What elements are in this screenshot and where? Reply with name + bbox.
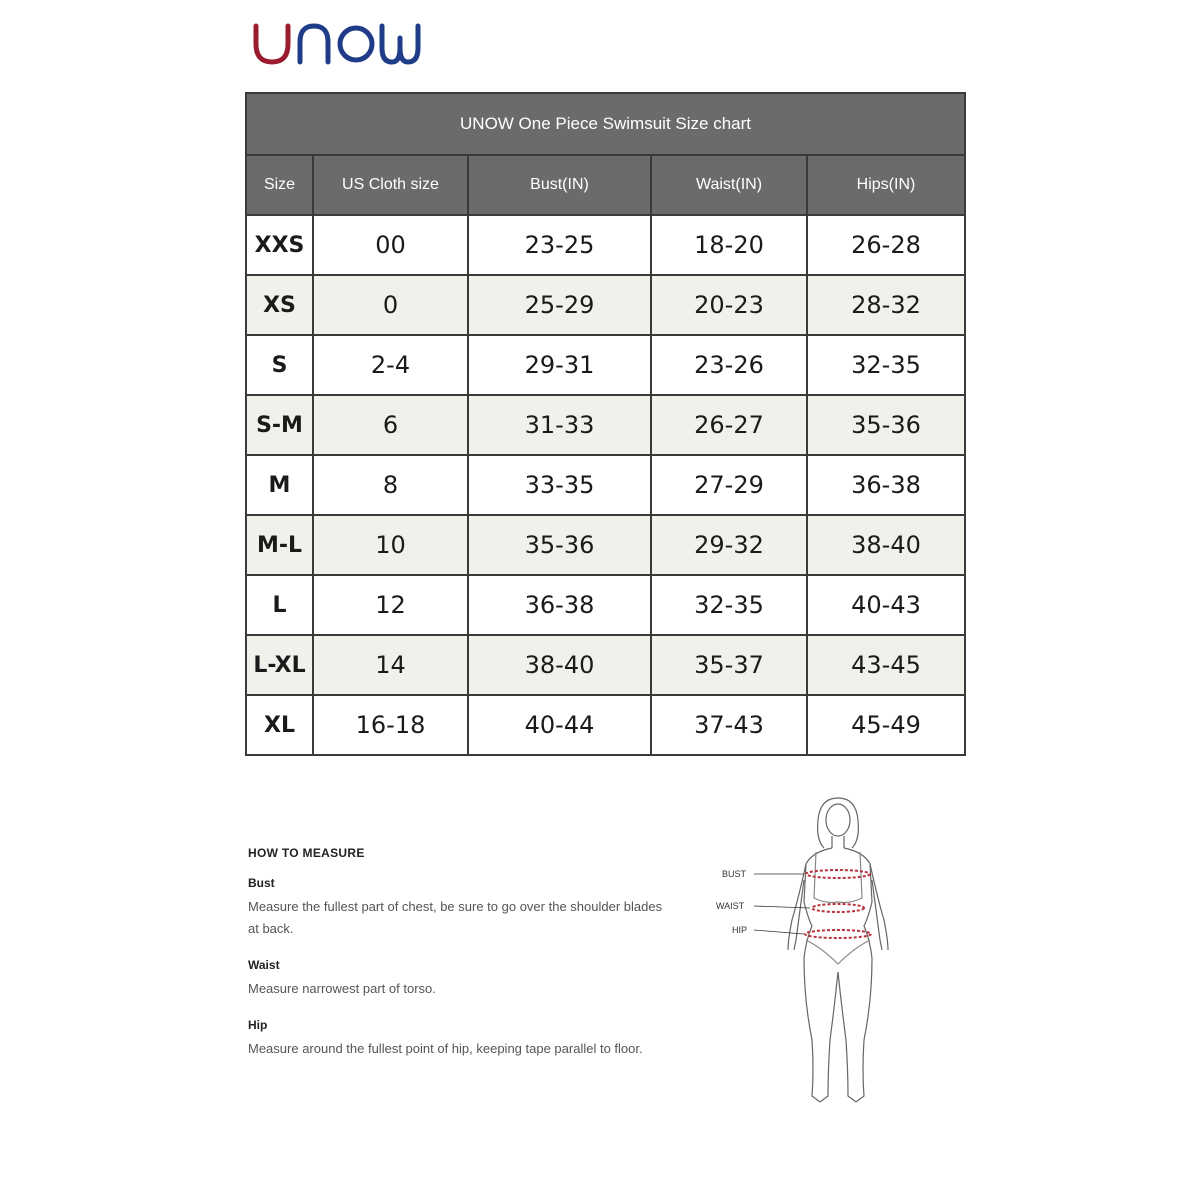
- hip-instructions: [248, 1018, 668, 1060]
- bust-cell: 25-29: [468, 275, 651, 335]
- hips-cell: 45-49: [807, 695, 965, 755]
- size-cell: XS: [246, 275, 313, 335]
- how-to-measure-section: [248, 846, 668, 1078]
- size-cell: M-L: [246, 515, 313, 575]
- us-size-cell: 6: [313, 395, 468, 455]
- bust-cell: 38-40: [468, 635, 651, 695]
- waist-text: Measure narrowest part of torso.: [248, 981, 436, 996]
- waist-title: Waist: [248, 958, 280, 972]
- hips-cell: 32-35: [807, 335, 965, 395]
- waist-cell: 27-29: [651, 455, 807, 515]
- us-size-cell: 16-18: [313, 695, 468, 755]
- us-size-cell: 00: [313, 215, 468, 275]
- us-size-cell: 12: [313, 575, 468, 635]
- table-row: [246, 515, 965, 575]
- us-size-cell: 14: [313, 635, 468, 695]
- waist-cell: 23-26: [651, 335, 807, 395]
- hip-title: Hip: [248, 1018, 268, 1032]
- bust-cell: 31-33: [468, 395, 651, 455]
- size-cell: S: [246, 335, 313, 395]
- size-cell: L: [246, 575, 313, 635]
- table-row: [246, 575, 965, 635]
- size-cell: S-M: [246, 395, 313, 455]
- column-header-us-cloth-size: US Cloth size: [313, 155, 468, 215]
- table-row: [246, 335, 965, 395]
- hip-text: Measure around the fullest point of hip, keeping tape parallel to floor.: [248, 1041, 643, 1056]
- bust-cell: 33-35: [468, 455, 651, 515]
- waist-cell: 20-23: [651, 275, 807, 335]
- us-size-cell: 10: [313, 515, 468, 575]
- waist-cell: 35-37: [651, 635, 807, 695]
- table-title: UNOW One Piece Swimsuit Size chart: [246, 93, 965, 155]
- hips-cell: 26-28: [807, 215, 965, 275]
- column-header-size: Size: [246, 155, 313, 215]
- hip-label: HIP: [732, 925, 748, 935]
- column-header-hips: Hips(IN): [807, 155, 965, 215]
- us-size-cell: 8: [313, 455, 468, 515]
- hips-cell: 40-43: [807, 575, 965, 635]
- table-row: [246, 395, 965, 455]
- hip-tape-icon: [805, 930, 871, 938]
- waist-cell: 37-43: [651, 695, 807, 755]
- waist-label: WAIST: [716, 901, 745, 911]
- bust-instructions: [248, 876, 668, 940]
- waist-tape-icon: [812, 904, 864, 912]
- hips-cell: 36-38: [807, 455, 965, 515]
- how-to-measure-heading: HOW TO MEASURE: [248, 846, 365, 860]
- us-size-cell: 0: [313, 275, 468, 335]
- table-row: [246, 635, 965, 695]
- bust-cell: 36-38: [468, 575, 651, 635]
- bust-text: Measure the fullest part of chest, be sure to go over the shoulder blades at back.: [248, 899, 663, 936]
- size-cell: L-XL: [246, 635, 313, 695]
- bust-cell: 29-31: [468, 335, 651, 395]
- waist-cell: 18-20: [651, 215, 807, 275]
- us-size-cell: 2-4: [313, 335, 468, 395]
- table-row: [246, 695, 965, 755]
- waist-cell: 32-35: [651, 575, 807, 635]
- column-header-bust: Bust(IN): [468, 155, 651, 215]
- hips-cell: 43-45: [807, 635, 965, 695]
- bust-title: Bust: [248, 876, 275, 890]
- hips-cell: 38-40: [807, 515, 965, 575]
- hips-cell: 28-32: [807, 275, 965, 335]
- waist-cell: 29-32: [651, 515, 807, 575]
- size-chart-table: [245, 92, 966, 756]
- body-measurement-figure: [700, 790, 960, 1120]
- bust-cell: 35-36: [468, 515, 651, 575]
- bust-cell: 40-44: [468, 695, 651, 755]
- unow-logo: [250, 18, 422, 68]
- woman-outline-icon: [700, 790, 960, 1120]
- hips-cell: 35-36: [807, 395, 965, 455]
- size-cell: XXS: [246, 215, 313, 275]
- size-cell: M: [246, 455, 313, 515]
- column-header-waist: Waist(IN): [651, 155, 807, 215]
- waist-cell: 26-27: [651, 395, 807, 455]
- table-row: [246, 455, 965, 515]
- waist-instructions: [248, 958, 668, 1000]
- table-row: [246, 275, 965, 335]
- bust-cell: 23-25: [468, 215, 651, 275]
- size-cell: XL: [246, 695, 313, 755]
- table-row: [246, 215, 965, 275]
- bust-label: BUST: [722, 869, 747, 879]
